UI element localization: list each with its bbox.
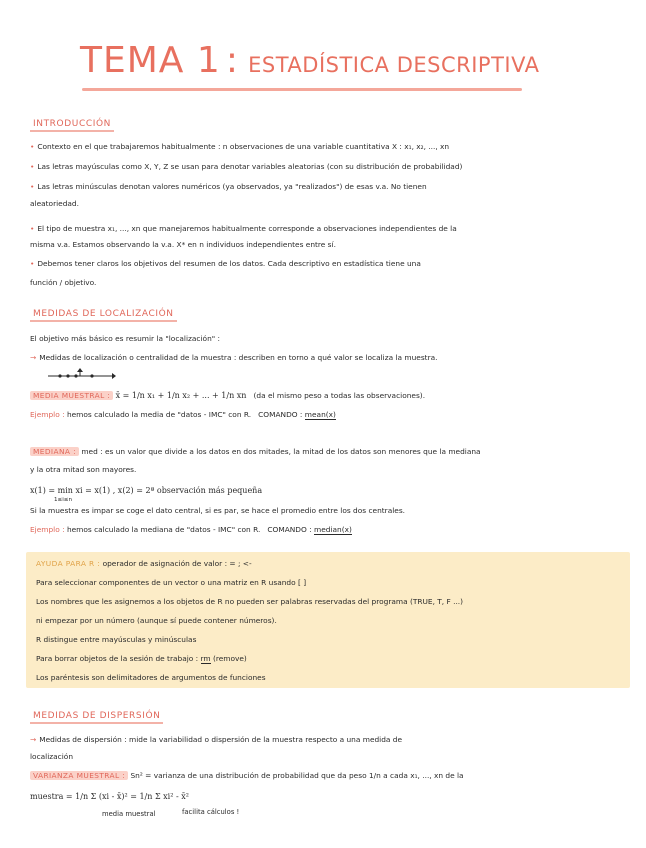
page-title xyxy=(80,40,539,81)
mediana-row xyxy=(30,447,622,457)
section-heading-dispersion: MEDIDAS DE DISPERSIÓN xyxy=(30,710,163,724)
number-line-sketch xyxy=(46,368,116,382)
r-help-row-6 xyxy=(36,654,624,664)
intro-bullet-3-text: Las letras minúsculas denotan valores numéricos (ya observados, ya "realizados") de esas v.a. No tienen xyxy=(37,182,427,191)
order-stat-row xyxy=(30,486,622,496)
note-facilita: facilita cálculos ! xyxy=(182,808,240,816)
example-media-text: hemos calculado la media de "datos - IMC" con R. xyxy=(66,410,252,419)
intro-bullet-1: • Contexto en el que trabajaremos habitualmente : n observaciones de una variable cuantitativa X : x₁, x₂, ..., xn xyxy=(30,142,450,151)
intro-bullet-5: • Debemos tener claros los objetivos del resumen de los datos. Cada descriptivo en estadística tiene una xyxy=(30,259,421,268)
intro-bullet-5-text: Debemos tener claros los objetivos del resumen de los datos. Cada descriptivo en estadística tiene una xyxy=(37,259,421,268)
section-heading-introduccion: INTRODUCCIÓN xyxy=(30,118,114,132)
dispersion-definition-text: Medidas de dispersión : mide la variabilidad o dispersión de la muestra respecto a una medida de xyxy=(39,735,403,744)
media-muestral-label: MEDIA MUESTRAL : xyxy=(30,391,113,400)
comando-label-2: COMANDO : xyxy=(267,525,312,534)
r-help-row-1 xyxy=(36,559,624,569)
title-main: TEMA 1 xyxy=(80,40,221,81)
command-median: median(x) xyxy=(314,525,352,534)
varianza-label: VARIANZA MUESTRAL : xyxy=(30,771,128,780)
mediana-cont: y la otra mitad son mayores. xyxy=(30,465,137,474)
r-help-row-3: Los nombres que les asignemos a los objetos de R no pueden ser palabras reservadas del programa (TRUE, T, F ...) xyxy=(36,597,464,606)
note-media-muestral: media muestral xyxy=(102,810,156,818)
mediana-definition: med : es un valor que divide a los datos en dos mitades, la mitad de los datos son menores que la mediana xyxy=(81,447,481,456)
intro-bullet-5-cont: función / objetivo. xyxy=(30,278,97,287)
command-mean: mean(x) xyxy=(304,410,336,419)
example-mediana-text: hemos calculado la mediana de "datos - IMC" con R. xyxy=(66,525,261,534)
example-label-2: Ejemplo : xyxy=(30,525,65,534)
command-rm: rm xyxy=(200,654,211,663)
media-muestral-row xyxy=(30,391,622,401)
impar-par-note: Si la muestra es impar se coge el dato central, si es par, se hace el promedio entre los dos centrales. xyxy=(30,506,406,515)
intro-bullet-1-text: Contexto en el que trabajaremos habitualmente : n observaciones de una variable cuantitativa X : x₁, x₂, ..., xn xyxy=(37,142,450,151)
example-label: Ejemplo : xyxy=(30,410,65,419)
loc-intro: El objetivo más básico es resumir la "localización" : xyxy=(30,334,220,343)
title-subtitle: ESTADÍSTICA DESCRIPTIVA xyxy=(248,53,540,77)
dispersion-cont: localización xyxy=(30,752,74,761)
r-help-row-4: ni empezar por un número (aunque sí puede contener números). xyxy=(36,616,277,625)
varianza-row xyxy=(30,771,622,781)
comando-label: COMANDO : xyxy=(258,410,303,419)
intro-bullet-2: • Las letras mayúsculas como X, Y, Z se usan para denotar variables aleatorias (con su distribución de probabilidad) xyxy=(30,162,463,171)
intro-bullet-3: • Las letras minúsculas denotan valores numéricos (ya observados, ya "realizados") de esas v.a. No tienen xyxy=(30,182,427,191)
intro-bullet-4-cont: misma v.a. Estamos observando la v.a. X* en n individuos independientes entre sí. xyxy=(30,240,336,249)
varianza-formula: muestra = 1/n Σ (xi - x̄)² = 1/n Σ xi² - x̄² xyxy=(30,792,189,801)
r-help-remove-note: (remove) xyxy=(212,654,247,663)
intro-bullet-2-text: Las letras mayúsculas como X, Y, Z se usan para denotar variables aleatorias (con su distribución de probabilidad) xyxy=(37,162,463,171)
section-heading-localizacion: MEDIDAS DE LOCALIZACIÓN xyxy=(30,308,177,322)
r-help-remove-text: Para borrar objetos de la sesión de trabajo : xyxy=(36,654,199,663)
intro-bullet-4: • El tipo de muestra x₁, ..., xn que manejaremos habitualmente corresponde a observaciones independientes de la xyxy=(30,224,457,233)
title-underline xyxy=(82,88,522,91)
varianza-definition: Sn² = varianza de una distribución de probabilidad que da peso 1/n a cada x₁, ..., xn de la xyxy=(130,771,464,780)
example-media-row xyxy=(30,410,622,420)
order-stat-subscript: 1≤i≤n xyxy=(54,497,73,503)
dispersion-definition: → Medidas de dispersión : mide la variabilidad o dispersión de la muestra respecto a una medida de xyxy=(30,735,403,744)
mediana-label: MEDIANA : xyxy=(30,447,79,456)
example-mediana-row xyxy=(30,525,622,535)
title-colon: : xyxy=(225,40,240,81)
r-help-row-2: Para seleccionar componentes de un vector o una matriz en R usando [ ] xyxy=(36,578,307,587)
r-help-row-5: R distingue entre mayúsculas y minúsculas xyxy=(36,635,197,644)
loc-definition-text: Medidas de localización o centralidad de la muestra : describen en torno a qué valor se localiza la muestra. xyxy=(39,353,438,362)
order-stat-formula: x(1) = min xi = x(1) , x(2) = 2ª observación más pequeña xyxy=(30,486,263,495)
intro-bullet-4-text: El tipo de muestra x₁, ..., xn que manejaremos habitualmente corresponde a observaciones independientes de la xyxy=(37,224,457,233)
loc-definition: → Medidas de localización o centralidad de la muestra : describen en torno a qué valor se localiza la muestra. xyxy=(30,353,438,362)
r-help-row-7: Los paréntesis son delimitadores de argumentos de funciones xyxy=(36,673,266,682)
media-note: (da el mismo peso a todas las observaciones). xyxy=(253,391,426,400)
r-help-label: AYUDA PARA R : xyxy=(36,559,101,568)
media-formula: x̄ = 1/n x₁ + 1/n x₂ + ... + 1/n xn xyxy=(115,391,247,400)
varianza-formula-row xyxy=(30,792,622,802)
r-help-assign: operador de asignación de valor : = ; <- xyxy=(102,559,252,568)
intro-bullet-3-cont: aleatoriedad. xyxy=(30,199,79,208)
